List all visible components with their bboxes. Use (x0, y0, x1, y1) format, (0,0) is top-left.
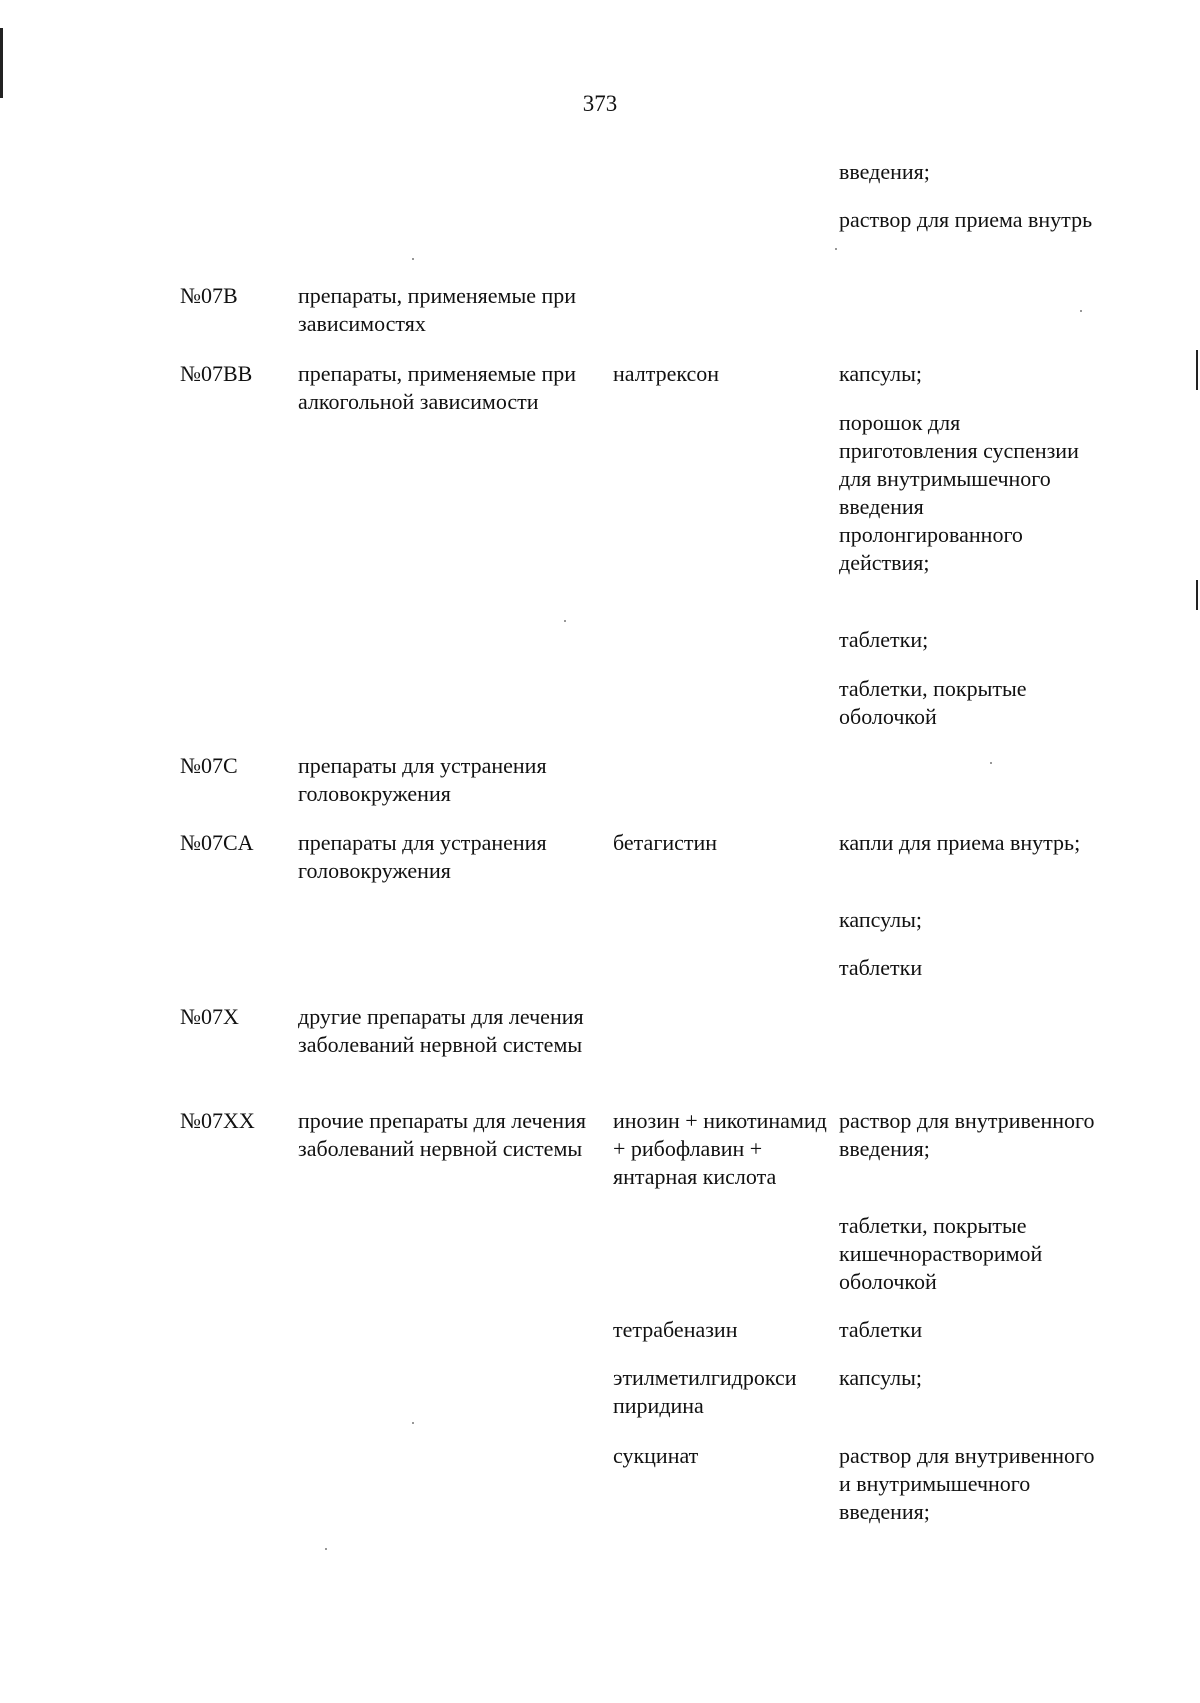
scan-speck (412, 258, 414, 260)
group-name: препараты для устранения головокружения (298, 830, 547, 883)
scan-speck (1080, 310, 1082, 312)
group-name: другие препараты для лечения заболеваний нервной системы (298, 1004, 584, 1057)
scan-speck (835, 248, 837, 250)
drug-name: инозин + никотинамид + рибофлавин + янтарная кислота (613, 1108, 827, 1189)
scan-speck (564, 620, 566, 622)
scan-edge-mark (1196, 350, 1198, 390)
atc-code: №07CA (180, 830, 254, 855)
group-name: препараты, применяемые при алкогольной зависимости (298, 361, 577, 414)
scan-speck (325, 1548, 327, 1550)
atc-code: №07X (180, 1004, 239, 1029)
drug-name: тетрабеназин (613, 1317, 738, 1342)
drug-name: этилметилгидрокси пиридина (613, 1365, 797, 1418)
scan-speck (412, 1422, 414, 1424)
group-name: прочие препараты для лечения заболеваний нервной системы (298, 1108, 586, 1161)
atc-code: №07C (180, 753, 238, 778)
dosage-form: капсулы; (839, 361, 922, 386)
atc-code: №07B (180, 283, 238, 308)
atc-code: №07XX (180, 1108, 255, 1133)
dosage-form: порошок для приготовления суспензии для внутримышечного введения пролонгированного действия; (839, 410, 1079, 575)
scan-speck (990, 762, 992, 764)
atc-code: №07BB (180, 361, 253, 386)
dosage-form: капли для приема внутрь; (839, 830, 1081, 855)
dosage-form: таблетки, покрытые оболочкой (839, 676, 1027, 729)
scan-edge-mark (0, 28, 3, 98)
group-name: препараты, применяемые при зависимостях (298, 283, 577, 336)
group-name: препараты для устранения головокружения (298, 753, 547, 806)
dosage-form: раствор для приема внутрь (839, 207, 1093, 232)
dosage-form: таблетки; (839, 627, 929, 652)
scan-edge-mark (1196, 580, 1198, 610)
drug-name: бетагистин (613, 830, 718, 855)
page-number: 373 (582, 91, 618, 116)
dosage-form: таблетки (839, 1317, 923, 1342)
dosage-form: таблетки, покрытые кишечнорастворимой оболочкой (839, 1213, 1043, 1294)
drug-name: сукцинат (613, 1443, 699, 1468)
dosage-form: таблетки (839, 955, 923, 980)
dosage-form: капсулы; (839, 907, 922, 932)
dosage-form: введения; (839, 159, 930, 184)
dosage-form: капсулы; (839, 1365, 922, 1390)
dosage-form: раствор для внутривенного введения; (839, 1108, 1095, 1161)
drug-name: налтрексон (613, 361, 720, 386)
dosage-form: раствор для внутривенного и внутримышечного введения; (839, 1443, 1095, 1524)
